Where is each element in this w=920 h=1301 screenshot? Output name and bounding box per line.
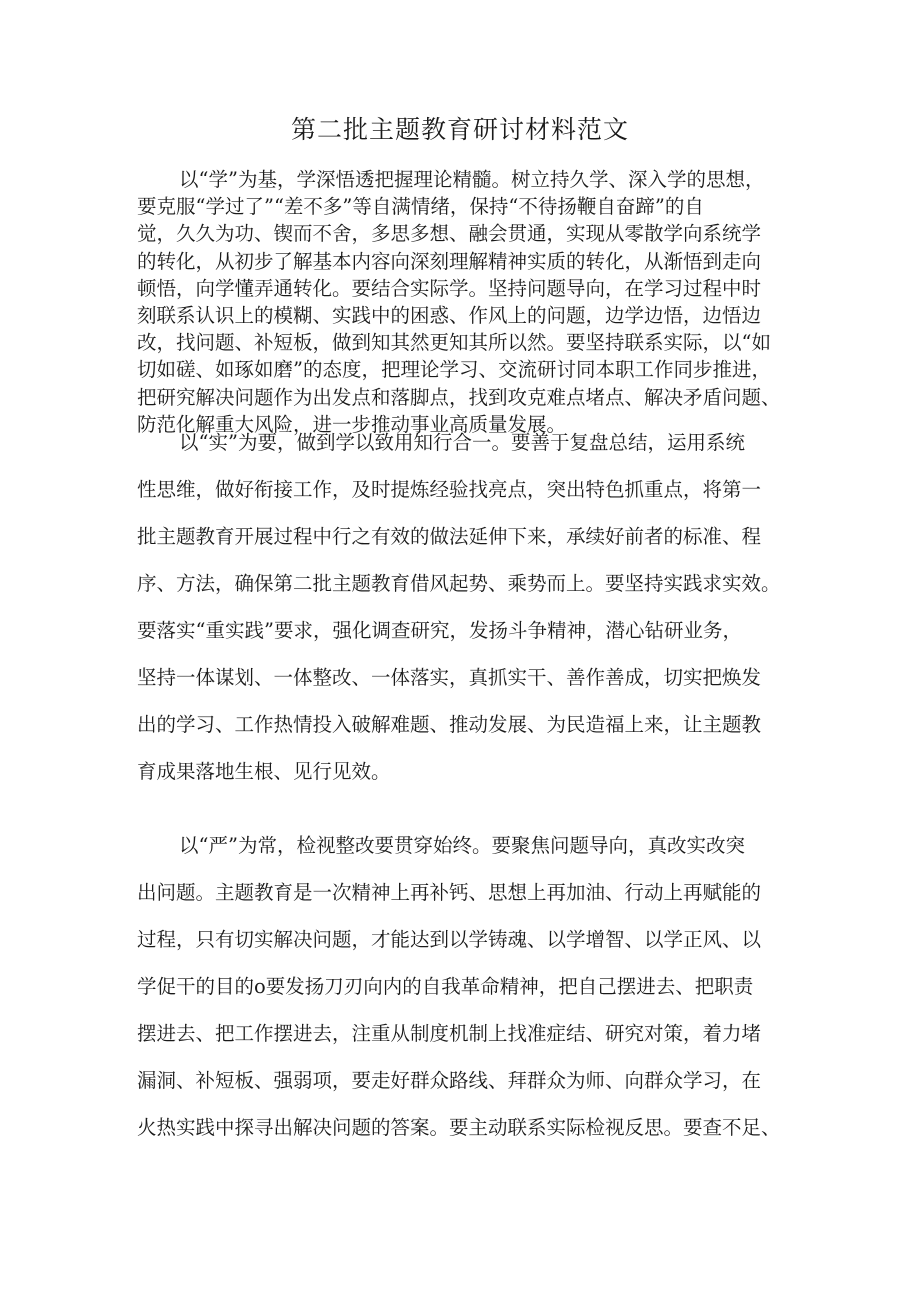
paragraph-line: 要克服“学过了”“差不多”等自满情绪，保持“不待扬鞭自奋蹄”的自: [137, 195, 704, 219]
paragraph-line: 出问题。主题教育是一次精神上再补钙、思想上再加油、行动上再赋能的: [137, 881, 762, 904]
paragraph-line: 防范化解重大风险，进一步推动事业高质量发展。: [137, 412, 567, 436]
paragraph-line: 刻联系认识上的模糊、实践中的困惑、作风上的问题，边学边悟，边悟边: [137, 303, 762, 327]
paragraph-strict: [137, 822, 793, 1151]
paragraph-line: 的转化，从初步了解基本内容向深刻理解精神实质的转化，从渐悟到走向: [137, 249, 762, 273]
paragraph-line: 坚持一体谋划、一体整改、一体落实，真抓实干、善作善成，切实把焕发: [137, 666, 762, 689]
paragraph-line: 出的学习、工作热情投入破解难题、推动发展、为民造福上来，让主题教: [137, 713, 762, 736]
paragraph-line: 切如磋、如琢如磨”的态度，把理论学习、交流研讨同本职工作同步推进，: [137, 358, 771, 382]
paragraph-line: 摆进去、把工作摆进去，注重从制度机制上找准症结、研究对策，着力堵: [137, 1022, 762, 1045]
paragraph-line: 把研究解决问题作为出发点和落脚点，找到攻克难点堵点、解决矛盾问题、: [137, 385, 781, 409]
document-title: 第二批主题教育研讨材料范文: [290, 115, 629, 144]
paragraph-line: 以“实”为要，做到学以致用知行合一。要善于复盘总结，运用系统: [179, 431, 745, 454]
paragraph-line: 育成果落地生根、见行见效。: [137, 760, 391, 783]
paragraph-line: 以“严”为常，检视整改要贯穿始终。要聚焦问题导向，真改实改突: [179, 834, 745, 857]
paragraph-line: 学促干的目的o要发扬刀刃向内的自我革命精神，把自己摆进去、把职责: [137, 975, 754, 998]
paragraph-line: 性思维，做好衔接工作，及时提炼经验找亮点，突出特色抓重点，将第一: [137, 478, 762, 501]
paragraph-study: [137, 166, 793, 438]
paragraph-line: 过程，只有切实解决问题，才能达到以学铸魂、以学增智、以学正风、以: [137, 928, 762, 951]
paragraph-line: 漏洞、补短板、强弱项，要走好群众路线、拜群众为师、向群众学习，在: [137, 1069, 762, 1092]
paragraph-line: 火热实践中探寻出解决问题的答案。要主动联系实际检视反思。要查不足、: [137, 1116, 781, 1139]
paragraph-practice: [137, 419, 793, 795]
paragraph-line: 以“学”为基，学深悟透把握理论精髓。树立持久学、深入学的思想，: [179, 168, 765, 191]
paragraph-line: 批主题教育开展过程中行之有效的做法延伸下来，承续好前者的标准、程: [137, 525, 762, 548]
paragraph-line: 序、方法，确保第二批主题教育借风起势、乘势而上。要坚持实践求实效。: [137, 572, 781, 595]
paragraph-line: 顿悟，向学懂弄通转化。要结合实际学。坚持问题导向，在学习过程中时: [137, 276, 762, 300]
paragraph-line: 要落实“重实践”要求，强化调查研究，发扬斗争精神，潜心钻研业务，: [137, 619, 742, 642]
paragraph-line: 觉，久久为功、锲而不舍，多思多想、融会贯通，实现从零散学向系统学: [137, 222, 762, 246]
paragraph-line: 改，找问题、补短板，做到知其然更知其所以然。要坚持联系实际，以“如: [137, 331, 771, 355]
